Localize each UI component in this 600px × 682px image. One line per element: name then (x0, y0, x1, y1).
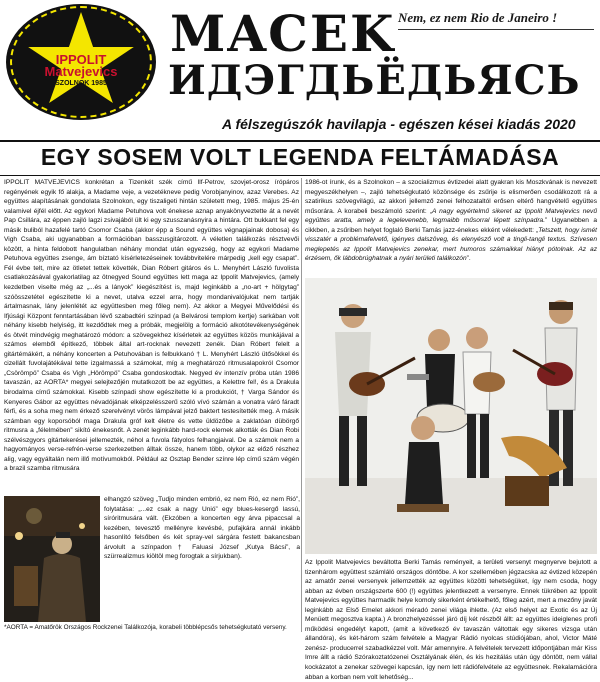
seal-text (36, 54, 126, 78)
masthead-title-line2: ИДЭГДЬЁДЬЯСЬ (168, 57, 581, 104)
text-run: ” Ugyanebben a cikkben, a zsűriben helyet foglaló Berki Tamás jazz-énekes ekként vélekedett: „ (305, 217, 597, 234)
seal-text-mid: Matvejevics (44, 64, 118, 79)
text-run: 1986-ot írunk, és a Szolnokon – a szocializmus évtizedei alatt gyakran kis Moszkvának is nevezett megyeszékhelyen –, zajló tehetségkutató közönsége és zsűrije is elismerően csodálkozott rá a szatirikus szövegvilágú, az akkori jellemző zenei felhozataltól erősen eltérő hangvételű együttes műsorára. A korabeli beszámoló szerint: „ (305, 179, 597, 215)
slogan-underline (398, 29, 594, 30)
text-run: ”. (466, 255, 471, 263)
masthead-subheading: A félszegúszók havilapja - egészen kései kiadás 2020 (222, 116, 576, 132)
quote-italic: Tetszett, hogy ismét visszatér a problémafelvető, igényes dalszöveg, és elenyésző volt a tingli-tangli textus. Szívesen meglepetés az Ippolit Matvejevics zenekar, mert humoros számaikkal hiányt pótolnak. Az az érzésem, ők lábdobrúghatnak a nyári területi találkozón (305, 226, 597, 263)
band-photo-large (305, 278, 597, 554)
masthead-divider (0, 140, 600, 142)
article-column-right-top (305, 178, 597, 274)
article-column-left: IPPOLIT MATVEJEVICS konkrétan a Tizenkét szék című Ilf-Petrov, szovjet-orosz írópáros regényének egyik fő alakja, a Madame veje, a vezetékneve pedig Vorobjanyinov, azaz Verebes. Az együttes alapításának gondolata Szolnokon, egy tiszaligeti hintán született meg, 1985. május 25-én valamivel éjfél előtt. Az egykori Madame Petuhova volt énekese aznap anyakönyveztette át a nevét Pap Csillára, az éppen zajló lagzi zsivajából ült ki egy szusszanásnyira a hintára. Ott bukkant fel egy másik buliból hazafelé tartó Csomor Csaba (akkor épp a Sound együttes végnapjainak dobosa) és Vigh Csaba, aki ugyanabban a formációban basszusgitározott. A véletlen találkozás résztvevői között, a hinta feldobott hangulatban néhány mondat után egyezség, hogy az egykori Madame Petuhova együttes zsenge, ám bíztató kísérletezéseinek továbbvitelére márpedig „kell egy csapat”. Fél évbe telt, mire az ötletet tettek követték, Dian Róbert gitáros és L. Menyhért László fuvolista csatlakozásával gyakorlatilag az ötnegyed Sound együttes lett maga az Ippolit Matvejevics, (amely kezdetben viselte még az „...és a lányok” kiegészítést is, majd leginkább a „no-art + hölgytag” szóösszetétel egészítette ki a nevet, utalva ezzel arra, hogy mondanivalójukat nem tartják ártalmasnak, lány jelenlétét az együttesben meg főleg nem). Az akkor a Megyei Művelődési és Ifjúsági Központ fenntartásában lévő szabadtéri színpad (a Belvárosi templom kertje) sarkában volt néhány kisebb helyiség, itt kezdődtek meg a próbák, megjelölg a formáció alkotótevékenységének és ötvét mindvégig meghatározó módon: a szövegekhez kísérletek az együttes közös munkájával a számos elemből építkező, többek által art-rocknak nevezett zenék. Dian Róbert felelt a gitártémákért, a néhány koncerten a Petuhovában is felbukkanó † L. Menyhért László ütősökkel és cizellált fuvolajátékával tette izgalmassá a számokat, míg a meghatározó ritmusalapokról Csomor „Csörömpö” Csaba és Vigh „Hörömpö” Csaba gondoskodtak. Negyed év intenzív próba után 1986 tavaszán, az AORTA* megyei selejtezőjén mutatkozott be az együttes, a Kelettre fel!, és a Drakula birodalma című számokkal. Kisebb színpadi show egészítette ki a produkciót, † Varga Sándor és Kenyeres Gábor az együttes névadójának elképzelésszerű szóló vívó számán a vonatra váró fáradt férfi, és a soha meg nem érkező szerelvényt vörös lámpával jelző baktert testesítették meg. A másik számban egy koporsóból maga Drakula gróf kelt életre és vette üldözőbe a zaklatóan dübörgő ritmusra a „félelmében” sikító énekesnőt. A zenét leginkább hard-rock elemek alkották és Dian Robi szélvészgyors gitártekerései jellemezték, néhol a fuvola fátyolos felhangjaival. De a számok nem a hagyományos verse-refrén-verse szerkezetben álltak össze, hanem több, olykor az előző részhez alig, vagy egyáltalán nem illő motívumokból. Például az Osztap Bender színre lép című szám végén a brazil szamba ritmusára (4, 179, 299, 473)
seal-text-top: IPPOLIT (55, 52, 107, 67)
article-headline: EGY SOSEM VOLT LEGENDA FELTÁMADÁSA (40, 144, 560, 170)
band-photo-small-image (4, 496, 100, 622)
band-seal-logo (6, 4, 156, 120)
band-photo-small (4, 496, 100, 622)
footnote-caption: *AORTA = Amatőrök Országos Rockzenei Találkozója, korabeli többlépcsős tehetségkutató verseny. (4, 624, 287, 631)
headline-divider (0, 175, 600, 176)
band-photo-large-image (305, 278, 597, 554)
article-column-left-continued: elhangzó szöveg „Tudjo minden embrió, ez nem Rió, ez nem Rió”, folytatása: „...ez csak a nagy Unió” egy blues-kesergő lassú, síróritmusára vált. (Ekzóben a koncerten egy árva pipaccsal a kezében, tevesztő mellényre kevésbé, pufajkára annál inkább hasonlító felsőben és két spray-vel sárgára festett bakancsban árvolult a színpadon † Faluasi József „Kutya Bácsi”, a szürrealizmus kiöltöl meg forogtak a sírjukban). (104, 496, 300, 561)
quote-italic: A nagy egyértelmű sikeret az Ippolit Matvejevics nevű együttes aratta, amely a legelevenebb, legmaibb műsorral lépett színpadra. (305, 207, 597, 225)
masthead-title-line1: MACEK (170, 4, 396, 63)
article-column-right-bottom: Az Ippolit Matvejevics beváltotta Berki Tamás reményeit, a területi versenyt megnyerve bejutott a tizenhárom együttest számláló országos döntőbe. A kor szellemében jégzacska az évtized közepén az amatőr zenei versenyek jellemzették az együttes közötti tehetségüket, így nem csoda, hogy abban az évben országszerte 600 (!) együttes jelentkezett a versenyre. Ennek tükrében az Ippolit Matvejevics együttes harmadik helye komoly sikerként értékelhető, főleg azért, mert a mezőny javát leginkább az Első Emelet akkori méradó zenei világa ihlette. (Az első helyet az Exotic és az Új Menüett megosztva kapta.) A bronzhelyezéssel járó díj két részből állt: az együttes ideiglenes profi működési engedélyt kapott, (amit a következő év tavaszán váltottak egy sikeres vizsga után állandóra), és két-három szám felvétele a Magyar Rádió nyolcas stúdiójában, ahol, Victor Máté zenész- producerrel szabadkézzel volt. Már amennyire. A felvételek tervezett időpontjában már Kiss Imre állt a rádió Szórakoztatózenei Osztályának élén, és kis hezitálás után úgy döntött, nem vállal kockázatot a zenekar szövegei kapcsán, így nem lett rádiófelvétele az együttesnek. Rekalamációra abban a korban nem volt lehetőség... (305, 559, 597, 681)
column-divider (301, 178, 302, 632)
seal-text-bottom: SZOLNOK 1985 (55, 80, 107, 87)
masthead-slogan: Nem, ez nem Rio de Janeiro ! (398, 10, 558, 25)
